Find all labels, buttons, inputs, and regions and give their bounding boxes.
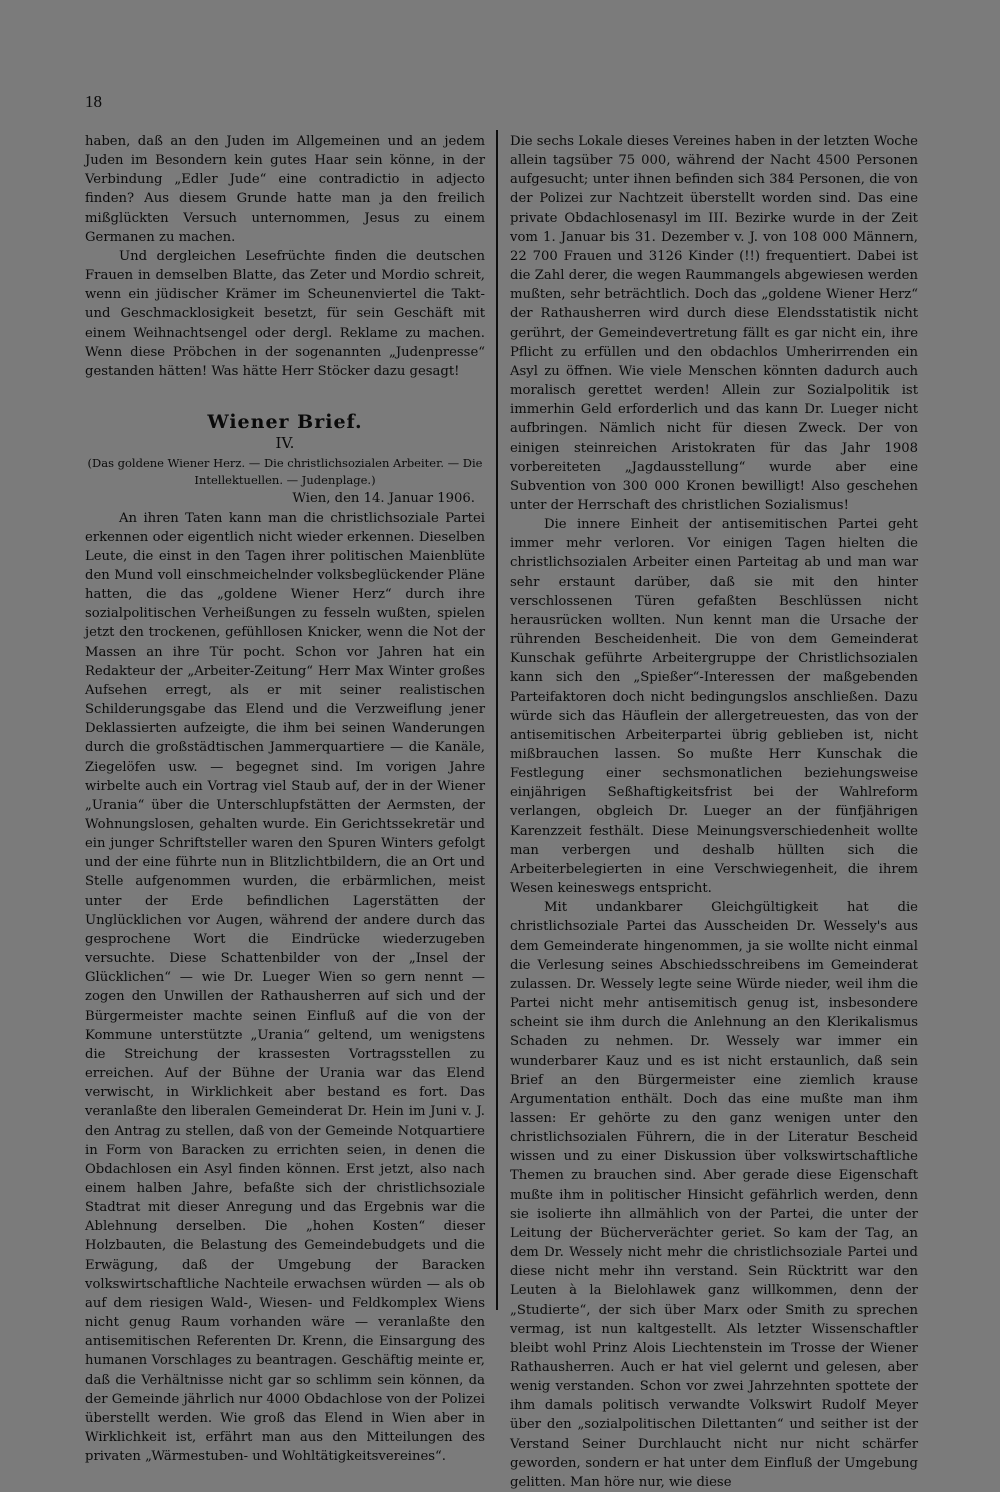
- paragraph: haben, daß an den Juden im Allgemeinen und an jedem Juden im Besondern kein gutes Haar sein könne, in der Verbindung „Edler Jude“ eine contradictio in adjecto finden? Aus diesem Grunde hatte man ja den freilich mißglückten Versuch unternommen, Jesus zu einem Germanen zu machen.: [85, 134, 485, 245]
- left-column: [85, 132, 485, 1466]
- paragraph: Und dergleichen Lesefrüchte finden die deutschen Frauen in demselben Blatte, das Zeter und Mordio schreit, wenn ein jüdischer Krämer im Scheunenviertel die Takt- und Geschmacklosigkeit besetzt, für sein Geschäft mit einem Weihnachtsengel oder dergl. Reklame zu machen. Wenn diese Pröbchen in der sogenannten „Judenpresse“ gestanden hätten! Was hätte Herr Stöcker dazu gesagt!: [85, 248, 485, 379]
- paragraph: An ihren Taten kann man die christlichsoziale Partei erkennen oder eigentlich nicht wieder erkennen. Dieselben Leute, die einst in den Tagen ihrer politischen Maienblüte den Mund voll einschmeichelnder volksbeglückender Pläne hatten, die das „goldene Wiener Herz“ durch ihre sozialpolitischen Verheißungen zu fesseln wußten, spielen jetzt den trockenen, gefühllosen Knicker, wenn die Not der Massen an ihre Tür pocht. Schon vor Jahren hat ein Redakteur der „Arbeiter-Zeitung“ Herr Max Winter großes Aufsehen erregt, als er mit seiner realistischen Schilderungsgabe das Elend und die Verzweiflung jener Deklassierten aufzeigte, die ihm bei seinen Wanderungen durch die großstädtischen Jammerquartiere — die Kanäle, Ziegelöfen usw. — begegnet sind. Im vorigen Jahre wirbelte auch ein Vortrag viel Staub auf, der in der Wiener „Urania“ über die Unterschlupfstätten der Aermsten, der Wohnungslosen, gehalten wurde. Ein Gerichtssekretär und ein junger Schriftsteller waren den Spuren Winters gefolgt und der eine führte nun in Blitzlichtbildern, die an Ort und Stelle aufgenommen wurden, die erbärmlichen, meist unter der Erde befindlichen Lagerstätten der Unglücklichen vor Augen, während der andere durch das gesprochene Wort die Eindrücke wiederzugeben versuchte. Diese Schattenbilder von der „Insel der Glücklichen“ — wie Dr. Lueger Wien so gern nennt — zogen den Unwillen der Rathausherren auf sich und der Bürgermeister machte seinen Einfluß auf die von der Kommune unterstützte „Urania“ geltend, um wenigstens die Streichung der krassesten Vortragsstellen zu erreichen. Auf der Bühne der Urania war das Elend verwischt, in Wirklichkeit aber bestand es fort. Das veranlaßte den liberalen Gemeinderat Dr. Hein im Juni v. J. den Antrag zu stellen, daß von der Gemeinde Notquartiere in Form von Baracken zu errichten seien, in denen die Obdachlosen ein Asyl finden können. Erst jetzt, also nach einem halben Jahre, befaßte sich der christlichsoziale Stadtrat mit dieser Anregung und das Ergebnis war die Ablehnung derselben. Die „hohen Kosten“ dieser Holzbauten, die Belastung des Gemeindebudgets und die Erwägung, daß der Umgebung der Baracken volkswirtschaftliche Nachteile erwachsen würden — als ob auf dem riesigen Wald-, Wiesen- und Feldkomplex Wiens nicht genug Raum vorhanden wäre — veranlaßte den antisemitischen Referenten Dr. Krenn, die Einsargung des humanen Vorschlages zu beantragen. Geschäftig meinte er, daß die Verhältnisse nicht gar so schlimm sein können, da der Gemeinde jährlich nur 4000 Obdachlose von der Polizei überstellt werden. Wie groß das Elend in Wien aber in Wirklichkeit ist, erfährt man aus den Mitteilungen des privaten „Wärmestuben- und Wohltätigkeitsvereines“.: [85, 510, 485, 1465]
- article-heading: Wiener Brief.: [207, 411, 363, 434]
- paragraph: Mit undankbarer Gleichgültigkeit hat die christlichsoziale Partei das Ausscheiden Dr. Wessely's aus dem Gemeinderate hingenommen, ja sie wollte nicht einmal die Verlesung seines Abschiedsschreibens im Gemeinderat zulassen. Dr. Wessely legte seine Würde nieder, weil ihm die Partei nicht mehr antisemitisch genug ist, insbesondere scheint sie ihm durch die Anlehnung an den Klerikalismus Schaden zu nehmen. Dr. Wessely war immer ein wunderbarer Kauz und es ist nicht erstaunlich, daß sein Brief an den Bürgermeister eine ziemlich krause Argumentation enthält. Doch das eine mußte man ihm lassen: Er gehörte zu den ganz wenigen unter den christlichsozialen Führern, die in der Literatur Bescheid wissen und zu einer Diskussion über volkswirtschaftliche Themen zu brauchen sind. Aber gerade diese Eigenschaft mußte ihm in politischer Hinsicht gefährlich werden, denn sie isolierte ihn allmählich von der Partei, die unter der Leitung der Bücherverächter geriet. So kam der Tag, an dem Dr. Wessely nicht mehr die christlichsoziale Partei und diese nicht mehr ihn verstand. Sein Rücktritt war den Leuten à la Bielohlawek ganz willkommen, denn der „Studierte“, der sich über Marx oder Smith zu sprechen vermag, ist nun kaltgestellt. Als letzter Wissenschaftler bleibt wohl Prinz Alois Liechtenstein im Trosse der Wiener Rathausherren. Auch er hat viel gelernt und gelesen, aber wenig verstanden. Schon vor zwei Jahrzehnten spottete der ihm damals politisch verwandte Volkswirt Rudolf Meyer über den „sozialpolitischen Dilettanten“ und seither ist der Verstand Seiner Durchlaucht nicht nur nicht schärfer geworden, sondern er hat unter dem Einfluß der Umgebung gelitten. Man höre nur, wie diese: [510, 900, 918, 1490]
- article-dateline: Wien, den 14. Januar 1906.: [292, 491, 475, 507]
- column-divider: [496, 130, 498, 1310]
- article-number: IV.: [275, 434, 295, 453]
- right-column: [510, 132, 918, 1492]
- paragraph: Die innere Einheit der antisemitischen Partei geht immer mehr verloren. Vor einigen Tagen hielten die christlichsozialen Arbeiter einen Parteitag ab und man war sehr erstaunt darüber, daß sie mit den hinter verschlossenen Türen gefaßten Beschlüssen nicht herausrücken wollten. Nun kennt man die Ursache der rührenden Bescheidenheit. Die von dem Gemeinderat Kunschak geführte Arbeitergruppe der Christlichsozialen kann sich den „Spießer“-Interessen der maßgebenden Parteifaktoren doch nicht bedingungslos anschließen. Dazu würde sich das Häuflein der allergetreuesten, das von der antisemitischen Arbeiterpartei übrig geblieben ist, nicht mißbrauchen lassen. So mußte Herr Kunschak die Festlegung einer sechsmonatlichen beziehungsweise einjährigen Seßhaftigkeitsfrist bei der Wahlreform verlangen, obgleich Dr. Lueger an der fünfjährigen Karenzzeit festhält. Diese Meinungsverschiedenheit wollte man verbergen und deshalb hüllten sich die Arbeiterbelegierten in eine Verschwiegenheit, die ihrem Wesen keineswegs entspricht.: [510, 517, 918, 897]
- paragraph: Die sechs Lokale dieses Vereines haben in der letzten Woche allein tagsüber 75 000, während der Nacht 4500 Personen aufgesucht; unter ihnen befinden sich 384 Personen, die von der Polizei zur Nachtzeit überstellt worden sind. Das eine private Obdachlosenasyl im III. Bezirke wurde in der Zeit vom 1. Januar bis 31. Dezember v. J. von 108 000 Männern, 22 700 Frauen und 3126 Kinder (!!) frequentiert. Dabei ist die Zahl derer, die wegen Raummangels abgewiesen werden mußten, sehr beträchtlich. Doch das „goldene Wiener Herz“ der Rathausherren wird durch diese Elendsstatistik nicht gerührt, der Gemeindevertretung fällt es gar nicht ein, ihre Pflicht zu erfüllen und den obdachlos Umherirrenden ein Asyl zu öffnen. Wie viele Menschen könnten dadurch auch moralisch gerettet werden! Allein zur Sozialpolitik ist immerhin Geld erforderlich und das kann Dr. Lueger nicht aufbringen. Nämlich nicht für diesen Zweck. Der von einigen steinreichen Aristokraten für das Jahr 1908 vorbereiteten „Jagdausstellung“ wurde aber eine Subvention von 300 000 Kronen bewilligt! Also geschehen unter der Herrschaft des christlichen Sozialismus!: [510, 134, 918, 513]
- article-subtitle: (Das goldene Wiener Herz. — Die christlichsozialen Arbeiter. — Die Intellektuellen. — Judenplage.): [87, 456, 483, 488]
- page-number: 18: [85, 92, 102, 111]
